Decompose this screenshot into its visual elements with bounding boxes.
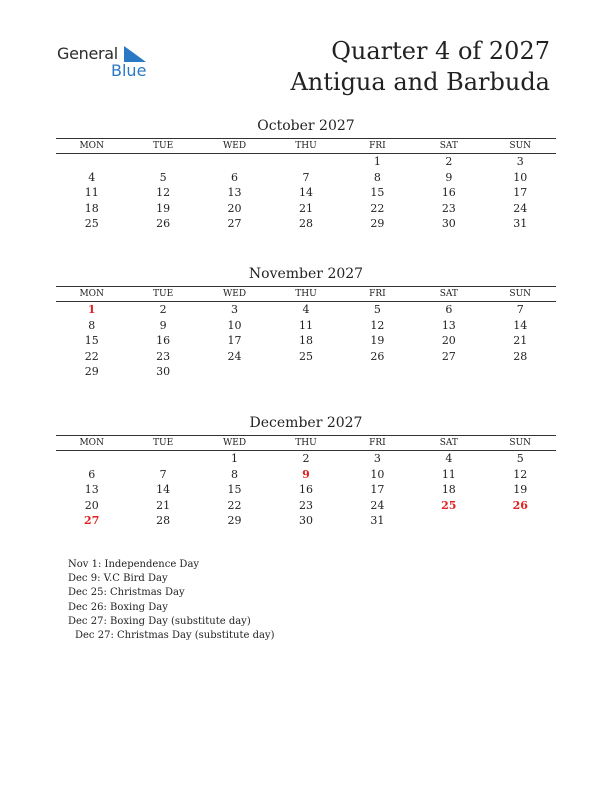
holiday-day-cell: 26 — [512, 498, 528, 512]
day-cell: 31 — [513, 217, 528, 230]
title-quarter: Quarter 4 of 2027 — [331, 37, 550, 65]
day-cell: 19 — [370, 334, 385, 347]
day-cell: 7 — [159, 467, 167, 481]
day-cell: 8 — [231, 467, 239, 481]
holiday-day-cell: 1 — [87, 303, 96, 316]
month-october — [56, 117, 556, 232]
week-row — [56, 318, 556, 334]
day-cell: 2 — [302, 452, 310, 465]
week-row — [56, 216, 556, 232]
weekday-label: TUE — [153, 289, 174, 299]
day-cell — [413, 513, 484, 529]
week-row — [56, 364, 556, 380]
day-cell: 5 — [159, 170, 167, 184]
day-cell: 23 — [156, 349, 171, 363]
day-cell: 30 — [156, 365, 171, 378]
holiday-day-cell: 25 — [441, 498, 457, 512]
day-cell — [485, 364, 556, 380]
day-cell: 4 — [88, 170, 96, 184]
day-cell: 17 — [513, 186, 528, 199]
holiday-list — [68, 558, 274, 643]
day-cell: 11 — [441, 467, 456, 481]
day-cell: 10 — [513, 170, 528, 184]
day-cell: 12 — [513, 467, 528, 481]
day-cell — [127, 154, 198, 170]
day-cell: 23 — [441, 201, 456, 215]
weekday-label: WED — [223, 141, 247, 151]
day-cell: 16 — [441, 186, 456, 199]
weekday-label: SUN — [509, 438, 532, 448]
week-row — [56, 498, 556, 514]
day-cell: 13 — [441, 318, 456, 332]
day-cell: 5 — [516, 452, 524, 465]
week-row — [56, 302, 556, 318]
day-cell: 18 — [298, 334, 313, 347]
week-row — [56, 185, 556, 201]
day-cell: 29 — [84, 365, 99, 378]
day-cell: 22 — [370, 201, 385, 215]
day-cell: 18 — [84, 201, 99, 215]
weekday-header-row — [56, 436, 556, 451]
day-cell: 28 — [156, 514, 171, 527]
day-cell: 16 — [298, 483, 313, 496]
day-cell: 28 — [513, 349, 528, 363]
logo-blue-text: Blue — [111, 61, 147, 80]
day-cell: 11 — [298, 318, 313, 332]
day-cell: 24 — [370, 498, 385, 512]
day-cell: 14 — [298, 186, 313, 199]
day-cell: 25 — [84, 217, 99, 230]
weekday-label: MON — [79, 289, 104, 299]
weekday-header-row — [56, 287, 556, 302]
day-cell: 15 — [370, 186, 385, 199]
day-cell: 14 — [156, 483, 171, 496]
day-cell: 17 — [227, 334, 242, 347]
week-row — [56, 513, 556, 529]
day-cell: 30 — [298, 514, 313, 527]
week-row — [56, 333, 556, 349]
day-cell: 2 — [159, 303, 167, 316]
day-cell: 21 — [298, 201, 313, 215]
day-cell: 29 — [370, 217, 385, 230]
day-cell: 6 — [88, 467, 96, 481]
calendar-grid — [56, 286, 556, 380]
month-november — [56, 265, 556, 380]
day-cell — [270, 154, 341, 170]
day-cell: 29 — [227, 514, 242, 527]
holiday-entry: Dec 27: Boxing Day (substitute day) — [68, 615, 251, 627]
day-cell: 26 — [156, 217, 171, 230]
day-cell: 3 — [516, 155, 524, 168]
day-cell — [485, 513, 556, 529]
day-cell: 20 — [441, 334, 456, 347]
generalblue-logo — [57, 44, 157, 84]
weekday-label: MON — [79, 438, 104, 448]
weekday-label: WED — [223, 289, 247, 299]
day-cell: 6 — [231, 170, 239, 184]
calendar-grid — [56, 138, 556, 232]
day-cell — [413, 364, 484, 380]
day-cell: 1 — [231, 452, 239, 465]
weekday-label: FRI — [369, 289, 386, 299]
day-cell: 19 — [156, 201, 171, 215]
day-cell — [342, 364, 413, 380]
day-cell: 4 — [445, 452, 453, 465]
logo-general-text: General — [57, 44, 118, 63]
day-cell: 22 — [227, 498, 242, 512]
weekday-label: SAT — [439, 289, 458, 299]
month-title: October 2027 — [257, 118, 355, 134]
day-cell: 20 — [227, 201, 242, 215]
day-cell — [270, 364, 341, 380]
holiday-entry: Dec 25: Christmas Day — [68, 587, 185, 599]
day-cell: 9 — [445, 170, 453, 184]
holiday-entry: Nov 1: Independence Day — [68, 559, 200, 570]
day-cell: 3 — [231, 303, 239, 316]
holiday-entry: Dec 26: Boxing Day — [68, 601, 168, 613]
day-cell — [56, 451, 127, 467]
week-row — [56, 154, 556, 170]
day-cell — [199, 154, 270, 170]
day-cell: 5 — [373, 303, 381, 316]
day-cell — [199, 364, 270, 380]
day-cell: 12 — [156, 186, 171, 199]
day-cell: 1 — [373, 155, 381, 168]
day-cell: 6 — [445, 303, 453, 316]
day-cell: 7 — [516, 303, 524, 316]
day-cell: 10 — [370, 467, 385, 481]
page-title — [290, 36, 550, 98]
day-cell: 15 — [84, 334, 99, 347]
weekday-label: FRI — [369, 438, 386, 448]
weekday-label: WED — [223, 438, 247, 448]
month-title: December 2027 — [249, 415, 363, 431]
day-cell: 16 — [156, 334, 171, 347]
day-cell: 9 — [159, 318, 167, 332]
day-cell: 26 — [370, 349, 385, 363]
day-cell: 22 — [84, 349, 99, 363]
weekday-label: SUN — [509, 289, 532, 299]
week-row — [56, 201, 556, 217]
weekday-label: SAT — [439, 141, 458, 151]
month-title: November 2027 — [248, 266, 364, 282]
title-country: Antigua and Barbuda — [290, 68, 550, 96]
day-cell: 15 — [227, 483, 242, 496]
holiday-entry: Dec 27: Christmas Day (substitute day) — [75, 630, 275, 642]
week-row — [56, 170, 556, 186]
day-cell — [56, 154, 127, 170]
day-cell: 23 — [298, 498, 313, 512]
day-cell: 13 — [227, 186, 242, 199]
holiday-entry: Dec 9: V.C Bird Day — [68, 573, 168, 585]
logo-triangle-icon — [124, 46, 146, 62]
week-row — [56, 467, 556, 483]
day-cell: 11 — [84, 186, 99, 199]
weekday-label: SAT — [439, 438, 458, 448]
week-row — [56, 451, 556, 467]
day-cell: 27 — [227, 217, 242, 230]
weekday-label: THU — [295, 141, 317, 151]
day-cell: 20 — [84, 498, 99, 512]
weekday-label: TUE — [153, 438, 174, 448]
day-cell: 12 — [370, 318, 385, 332]
weekday-label: FRI — [369, 141, 386, 151]
weekday-label: THU — [295, 438, 317, 448]
weekday-header-row — [56, 139, 556, 154]
weekday-label: TUE — [153, 141, 174, 151]
day-cell: 18 — [441, 483, 456, 496]
month-december — [56, 414, 556, 529]
holiday-day-cell: 27 — [84, 514, 100, 527]
day-cell: 19 — [513, 483, 528, 496]
week-row — [56, 349, 556, 365]
weekday-label: MON — [79, 141, 104, 151]
day-cell: 27 — [441, 349, 456, 363]
day-cell: 8 — [88, 318, 96, 332]
day-cell: 2 — [445, 155, 453, 168]
day-cell: 4 — [302, 303, 310, 316]
holiday-day-cell: 9 — [302, 467, 310, 481]
day-cell: 14 — [513, 318, 528, 332]
day-cell: 3 — [373, 452, 381, 465]
day-cell: 25 — [298, 349, 313, 363]
day-cell: 17 — [370, 483, 385, 496]
calendar-grid — [56, 435, 556, 529]
day-cell: 28 — [298, 217, 313, 230]
day-cell: 21 — [156, 498, 171, 512]
week-row — [56, 482, 556, 498]
day-cell: 24 — [513, 201, 528, 215]
day-cell: 8 — [373, 170, 381, 184]
day-cell: 10 — [227, 318, 242, 332]
day-cell: 13 — [84, 483, 99, 496]
weekday-label: THU — [295, 289, 317, 299]
day-cell: 24 — [227, 349, 242, 363]
day-cell: 30 — [441, 217, 456, 230]
day-cell: 31 — [370, 514, 385, 527]
weekday-label: SUN — [509, 141, 532, 151]
day-cell: 7 — [302, 170, 310, 184]
day-cell: 21 — [513, 334, 528, 347]
day-cell — [127, 451, 198, 467]
